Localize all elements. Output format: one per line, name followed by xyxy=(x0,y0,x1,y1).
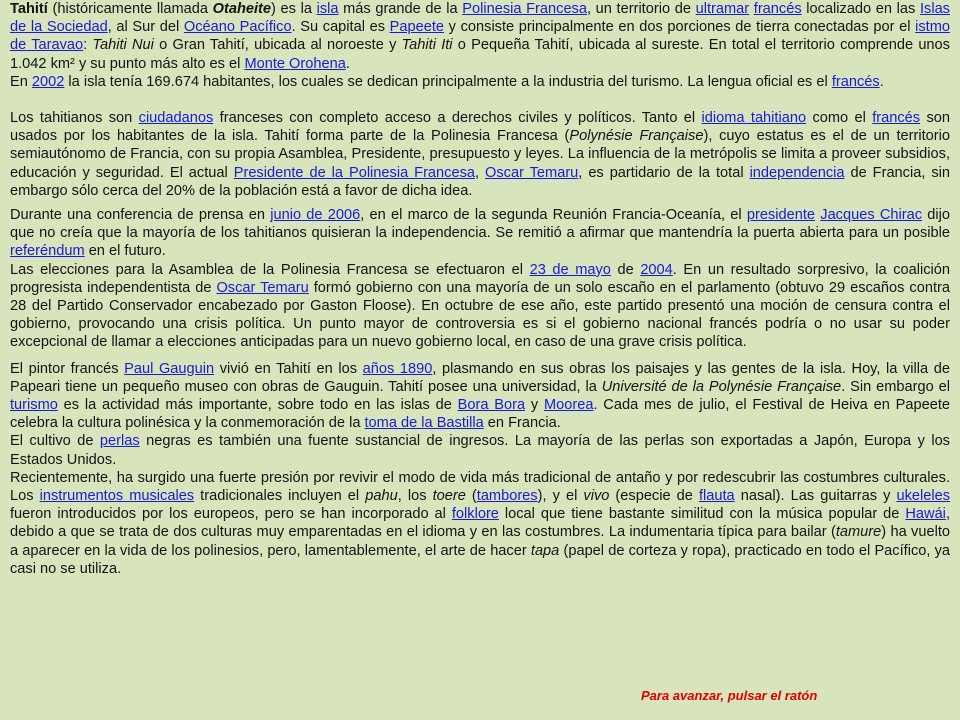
paragraph-text: Université de la Polynésie Française xyxy=(601,378,842,395)
wiki-link[interactable]: francés xyxy=(872,110,921,127)
wiki-link[interactable]: independencia xyxy=(749,164,845,181)
wiki-link[interactable]: 2004 xyxy=(640,261,673,278)
wiki-link[interactable]: tambores xyxy=(476,488,538,505)
paragraph-text: , es partidario de la total xyxy=(578,164,750,181)
paragraph-text: (papel de corteza y ropa), practicado en todo el Pacífico, ya casi no se utiliza. xyxy=(10,542,950,577)
paragraph-text: . En un resultado sorpresivo, la coalición progresista independentista de xyxy=(10,261,950,296)
paragraph-text: localizado en las xyxy=(801,1,920,17)
paragraph-text: (especie de xyxy=(609,488,699,505)
paragraph-text: Tahiti Nui xyxy=(92,37,154,54)
paragraph-text: En xyxy=(10,73,32,90)
advance-hint: Para avanzar, pulsar el ratón xyxy=(641,688,818,703)
wiki-link[interactable]: Monte Orohena xyxy=(244,55,346,72)
paragraph-text: Tahití xyxy=(10,1,48,17)
paragraph-text: ) ha vuelto a aparecer en la vida de los polinesios, pero, lamentablemente, el arte de hacer xyxy=(10,524,950,559)
paragraph-text: Durante una conferencia de prensa en xyxy=(10,207,271,224)
paragraph-text: tamure xyxy=(835,524,882,541)
wiki-link[interactable]: 2002 xyxy=(31,73,65,90)
wiki-link[interactable]: Bora Bora xyxy=(457,397,526,414)
paragraph xyxy=(10,73,950,91)
paragraph xyxy=(10,0,950,73)
paragraph-text: negras es también una fuente sustancial de ingresos. La mayoría de las perlas son exportadas a Japón, Europa y los Estados Unidos. xyxy=(10,433,950,468)
wiki-link[interactable]: francés xyxy=(753,1,802,17)
paragraph-text: , un territorio de xyxy=(586,1,696,17)
paragraph-text: es la actividad más importante, sobre todo en las islas de xyxy=(57,397,458,414)
paragraph xyxy=(10,206,950,261)
paragraph-text: (históricamente llamada xyxy=(47,1,213,17)
wiki-link[interactable]: presidente xyxy=(746,207,816,224)
paragraph-text: Tahiti Iti xyxy=(401,37,453,54)
wiki-link[interactable]: Jacques Chirac xyxy=(820,207,923,224)
paragraph-text: : xyxy=(83,37,93,54)
wiki-link[interactable]: ukeleles xyxy=(896,488,950,505)
paragraph-text: son usados por los habitantes de la isla. Tahití forma parte de la Polinesia Francesa ( xyxy=(10,110,950,145)
paragraph-text: . Su capital es xyxy=(291,19,390,36)
paragraph-text: Recientemente, ha surgido una fuerte presión por revivir el modo de vida más tradicional de antaño y por redescubrir las costumbres culturales. Los xyxy=(10,469,950,505)
paragraph-text: El pintor francés xyxy=(10,360,125,377)
paragraph-text: . Cada mes de julio, el Festival de Heiva en Papeete celebra la cultura polinésica y la conmemoración de la xyxy=(10,397,950,432)
paragraph-text: Los tahitianos son xyxy=(10,110,139,127)
paragraph xyxy=(10,469,950,578)
wiki-link[interactable]: isla xyxy=(316,1,339,17)
paragraph-text: más grande de la xyxy=(338,1,463,17)
wiki-link[interactable]: Paul Gauguin xyxy=(124,360,215,377)
paragraph xyxy=(10,261,950,352)
wiki-link[interactable]: folklore xyxy=(451,506,499,523)
paragraph-text: como el xyxy=(806,110,873,127)
paragraph-text: , plasmando en sus obras los paisajes y las gentes de la isla. Hoy, la villa de Papeari tiene un pequeño museo con obras de Gauguin. Tahití posee una universidad, la xyxy=(10,360,950,395)
paragraph-text: El cultivo de xyxy=(10,433,100,450)
wiki-link[interactable]: flauta xyxy=(698,488,735,505)
paragraph-text: tapa xyxy=(530,542,560,559)
wiki-link[interactable]: Presidente de la Polinesia Francesa xyxy=(233,164,475,181)
paragraph xyxy=(10,109,950,200)
paragraph-text: . xyxy=(879,73,884,90)
wiki-link[interactable]: francés xyxy=(831,73,880,90)
paragraph-text: . Sin embargo el xyxy=(841,378,951,395)
paragraph-text: . xyxy=(345,55,350,72)
paragraph xyxy=(10,432,950,468)
paragraph-text: en el futuro. xyxy=(84,243,166,260)
wiki-link[interactable]: referéndum xyxy=(10,243,85,260)
paragraph-text: ), cuyo estatus es el de un territorio semiautónomo de Francia, con su propia Asamblea, Presidente, presupuesto y leyes. La influencia de la metrópolis se limita a proveer subsidios, educación y seguridad. El actual xyxy=(10,128,950,181)
paragraph-text: o Gran Tahití, ubicada al noroeste y xyxy=(153,37,402,54)
paragraph-text: ), y el xyxy=(537,488,584,505)
paragraph-text: , al Sur del xyxy=(107,19,184,36)
wiki-link[interactable]: Islas de la Sociedad xyxy=(10,1,950,36)
wiki-link[interactable]: istmo de Taravao xyxy=(10,19,950,54)
paragraph-text: , debido a que se trata de dos culturas muy emparentadas en el idioma y en las costumbres. La indumentaria típica para bailar ( xyxy=(10,506,950,541)
paragraph-text: nasal). Las guitarras y xyxy=(734,488,897,505)
article-body xyxy=(10,0,950,578)
paragraph-text: , los xyxy=(397,488,433,505)
paragraph-text: ) es la xyxy=(271,1,317,17)
paragraph-text: pahu xyxy=(365,488,398,505)
paragraph-text: de xyxy=(610,261,641,278)
paragraph-text: o Pequeña Tahití, ubicada al sureste. En total el territorio comprende unos 1.042 km² y su punto más alto es el xyxy=(10,37,950,72)
wiki-link[interactable]: perlas xyxy=(99,433,140,450)
paragraph-text: , en el marco de la segunda Reunión Francia-Oceanía, el xyxy=(360,207,747,224)
paragraph-text: tradicionales incluyen el xyxy=(194,488,366,505)
paragraph-text: dijo que no creía que la mayoría de los tahitianos quisieran la independencia. Se remitió a afirmar que mantendría la puerta abierta para un posible xyxy=(10,207,950,242)
wiki-link[interactable]: 23 de mayo xyxy=(529,261,611,278)
wiki-link[interactable]: idioma tahitiano xyxy=(701,110,807,127)
wiki-link[interactable]: turismo xyxy=(10,397,58,414)
wiki-link[interactable]: Oscar Temaru xyxy=(216,279,309,296)
wiki-link[interactable]: ciudadanos xyxy=(138,110,214,127)
paragraph-text: , xyxy=(474,164,486,181)
paragraph-text: y consiste principalmente en dos porciones de tierra conectadas por el xyxy=(444,19,916,36)
paragraph-text: local que tiene bastante similitud con la música popular de xyxy=(498,506,906,523)
wiki-link[interactable]: Papeete xyxy=(389,19,445,36)
paragraph-text: Otaheite xyxy=(212,1,272,17)
paragraph-text: toere xyxy=(432,488,466,505)
wiki-link[interactable]: ultramar xyxy=(695,1,750,17)
paragraph-text: Las elecciones para la Asamblea de la Polinesia Francesa se efectuaron el xyxy=(10,261,530,278)
paragraph-text: en Francia. xyxy=(483,415,561,432)
paragraph-text: la isla tenía 169.674 habitantes, los cuales se dedican principalmente a la industria del turismo. La lengua oficial es el xyxy=(64,73,832,90)
paragraph-text: formó gobierno con una mayoría de un solo escaño en el parlamento (obtuvo 29 escaños contra 28 del Partido Conservador encabezado por Gaston Floose). En octubre de ese año, este partido presentó una moción de censura contra el gobierno, provocando una crisis política. Un punto mayor de controversia es si el gobierno nacional francés podría o no usar su poder excepcional de llamar a elecciones anticipadas para un nuevo gobierno local, en caso de una grave crisis política. xyxy=(10,279,950,351)
paragraph-text: de Francia, sin embargo sólo cerca del 20% de la población está a favor de dicha idea. xyxy=(10,164,951,199)
paragraph xyxy=(10,360,950,433)
paragraph-text: vivo xyxy=(583,488,610,505)
wiki-link[interactable]: instrumentos musicales xyxy=(39,488,195,505)
wiki-link[interactable]: junio de 2006 xyxy=(270,207,361,224)
wiki-link[interactable]: Océano Pacífico xyxy=(183,19,292,36)
paragraph-text: fueron introducidos por los europeos, pero se han incorporado al xyxy=(10,506,452,523)
wiki-link[interactable]: Oscar Temaru xyxy=(485,164,579,181)
wiki-link[interactable]: Hawái xyxy=(905,506,946,523)
wiki-link[interactable]: toma de la Bastilla xyxy=(364,415,484,432)
paragraph-text: y xyxy=(525,397,544,414)
paragraph-text: franceses con completo acceso a derechos civiles y políticos. Tanto el xyxy=(213,110,702,127)
paragraph-text: vivió en Tahití en los xyxy=(214,360,363,377)
paragraph-text: Polynésie Française xyxy=(569,128,704,145)
paragraph-text: ( xyxy=(465,488,477,505)
wiki-link[interactable]: Polinesia Francesa xyxy=(462,1,587,17)
wiki-link[interactable]: Moorea xyxy=(543,397,594,414)
wiki-link[interactable]: años 1890 xyxy=(362,360,433,377)
